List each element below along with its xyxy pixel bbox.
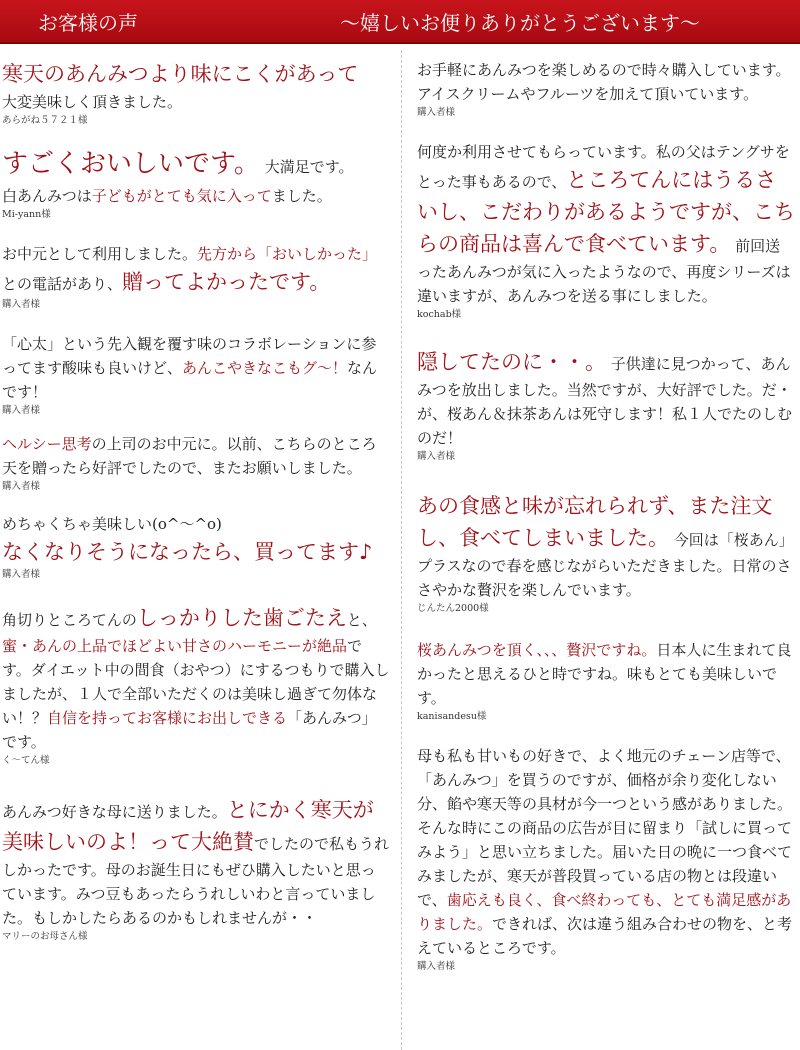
review-highlight: あの食感と味が忘れられず、また注文し、食べてしまいました。 bbox=[417, 494, 773, 550]
review-emphasis: 蜜・あんの上品でほどよい甘さのハーモニーが絶品 bbox=[2, 637, 348, 655]
header-banner bbox=[0, 0, 800, 44]
reviewer-name: Mi-yann様 bbox=[2, 209, 51, 220]
review-item bbox=[417, 638, 795, 724]
review-emphasis: 自信を持ってお客様にお出しできる bbox=[47, 709, 288, 727]
review-text: 「あんみつ」です。 bbox=[2, 709, 377, 751]
review-emphasis: 先方から「おいしかった」 bbox=[197, 245, 378, 263]
review-item bbox=[2, 794, 390, 944]
review-item bbox=[417, 58, 795, 120]
review-item bbox=[2, 58, 390, 128]
review-highlight: 贈ってよかったです。 bbox=[122, 270, 331, 294]
review-text: 前回送ったあんみつが気に入ったようなので、再度シリーズは違いますが、あんみつを送る事にしました。 bbox=[417, 237, 791, 305]
review-item bbox=[417, 140, 795, 322]
review-emphasis: あんこやきなこもグ～！ bbox=[182, 359, 348, 377]
review-text: の上司のお中元に。以前、こちらのところ天を贈ったら好評でしたので、またお願いしました。 bbox=[2, 435, 377, 477]
review-item bbox=[2, 242, 390, 312]
review-highlight: ところてんにはうるさいし、こだわりがあるようですが、こちらの商品は喜んで食べています。 bbox=[417, 168, 795, 256]
review-text: めちゃくちゃ美味しい(o^～^o) bbox=[2, 515, 222, 533]
review-text: 大満足です。 bbox=[264, 158, 354, 176]
review-emphasis: ヘルシー思考 bbox=[2, 435, 92, 453]
review-text: 何度か利用させてもらっています。私の父はテングサをとった事もあるので、 bbox=[417, 143, 790, 191]
review-text: 角切りところてんの bbox=[2, 611, 137, 629]
review-text: ました。 bbox=[271, 187, 332, 205]
right-column bbox=[417, 50, 795, 974]
review-text: 日本人に生まれて良かったと思えるひと時ですね。味もとても美味しいです。 bbox=[417, 641, 792, 707]
page-title: お客様の声 bbox=[38, 11, 138, 35]
review-text: です。ダイエット中の間食（おやつ）にするつもりで購入しましたが、１人で全部いただくのは美味し過ぎて勿体ない！？ bbox=[2, 637, 390, 727]
review-text: 子供達に見つかって、あんみつを放出しました。当然ですが、大好評でした。だ・が、桜あん＆抹茶あんは死守します！私１人でたのしむのだ！ bbox=[417, 355, 793, 447]
reviewer-name: 購入者様 bbox=[417, 451, 456, 462]
review-item bbox=[2, 144, 390, 222]
reviewer-name: 購入者様 bbox=[2, 299, 41, 310]
review-text: 「心太」という先入観を覆す味のコラボレーションに参ってます酸味も良いけど、 bbox=[2, 335, 377, 377]
reviewer-name: 購入者様 bbox=[417, 961, 456, 972]
review-text: 大変美味しく頂きました。 bbox=[2, 93, 183, 111]
review-item bbox=[417, 744, 795, 974]
review-text: と、 bbox=[346, 611, 377, 629]
page-subtitle: ～嬉しいお便りありがとうございます～ bbox=[340, 11, 700, 35]
column-divider bbox=[401, 50, 402, 1050]
review-item bbox=[417, 490, 795, 616]
reviewer-name: 購入者様 bbox=[2, 569, 41, 580]
reviewer-name: く～てん様 bbox=[2, 755, 50, 766]
reviewer-name: 購入者様 bbox=[2, 481, 41, 492]
review-highlight: 寒天のあんみつより味にこくがあって bbox=[2, 62, 359, 86]
review-text: 母も私も甘いもの好きで、よく地元のチェーン店等で、「あんみつ」を買うのですが、価格が余り変化しない分、餡や寒天等の具材が今一つという感がありました。そんな時にこの商品の広告が目に留まり「試しに買ってみよう」と思い立ちました。届いた日の晩に一つ食べてみましたが、寒天が普段買っている店の物とは段違いで、 bbox=[417, 747, 793, 909]
review-highlight: しっかりした歯ごたえ bbox=[136, 606, 347, 630]
review-text: お手軽にあんみつを楽しめるので時々購入しています。アイスクリームやフルーツを加えて頂いています。 bbox=[417, 61, 791, 103]
review-item bbox=[417, 346, 795, 464]
review-item bbox=[2, 602, 390, 768]
review-highlight: なくなりそうになったら、買ってます♪ bbox=[2, 540, 373, 564]
review-item bbox=[2, 432, 390, 494]
reviewer-name: kanisandesu様 bbox=[417, 711, 487, 722]
review-emphasis: 桜あんみつを頂く、、、贅沢ですね。 bbox=[417, 641, 657, 659]
reviewer-name: あらがね５７２１様 bbox=[2, 115, 88, 126]
review-text: お中元として利用しました。 bbox=[2, 245, 198, 263]
reviewer-name: マリーのお母さん様 bbox=[2, 931, 88, 942]
review-text: なんです！ bbox=[2, 359, 378, 401]
review-highlight: すごくおいしいです。 bbox=[2, 149, 260, 179]
reviewer-name: じんたん2000様 bbox=[417, 603, 489, 614]
review-text: 今回は「桜あん」プラスなので春を感じながらいただきました。日常のささやかな贅沢を楽しんでいます。 bbox=[417, 531, 794, 599]
review-text: あんみつ好きな母に送りました。 bbox=[2, 803, 227, 821]
review-text: との電話があり、 bbox=[2, 275, 123, 293]
review-highlight: とにかく寒天が美味しいのよ！って大絶賛 bbox=[2, 798, 374, 854]
reviewer-name: 購入者様 bbox=[417, 107, 456, 118]
review-emphasis: 子どもがとても気に入って bbox=[91, 187, 272, 205]
review-text: でしたので私もうれしかったです。母のお誕生日にもぜひ購入したいと思っています。みつ豆もあったらうれしいわと言っていました。もしかしたらあるのかもしれませんが・・ bbox=[2, 835, 390, 927]
reviewer-name: 購入者様 bbox=[2, 405, 41, 416]
review-emphasis: 歯応えも良く、食べ終わっても、とても満足感がありました。 bbox=[417, 891, 792, 933]
reviewer-name: kochab様 bbox=[417, 309, 462, 320]
review-text: できれば、次は違う組み合わせの物を、と考えているところです。 bbox=[417, 915, 793, 957]
review-highlight: 隠してたのに・・。 bbox=[417, 350, 606, 374]
review-item bbox=[2, 512, 390, 582]
review-item bbox=[2, 332, 390, 418]
review-text: 白あんみつは bbox=[2, 187, 92, 205]
left-column bbox=[2, 50, 390, 944]
